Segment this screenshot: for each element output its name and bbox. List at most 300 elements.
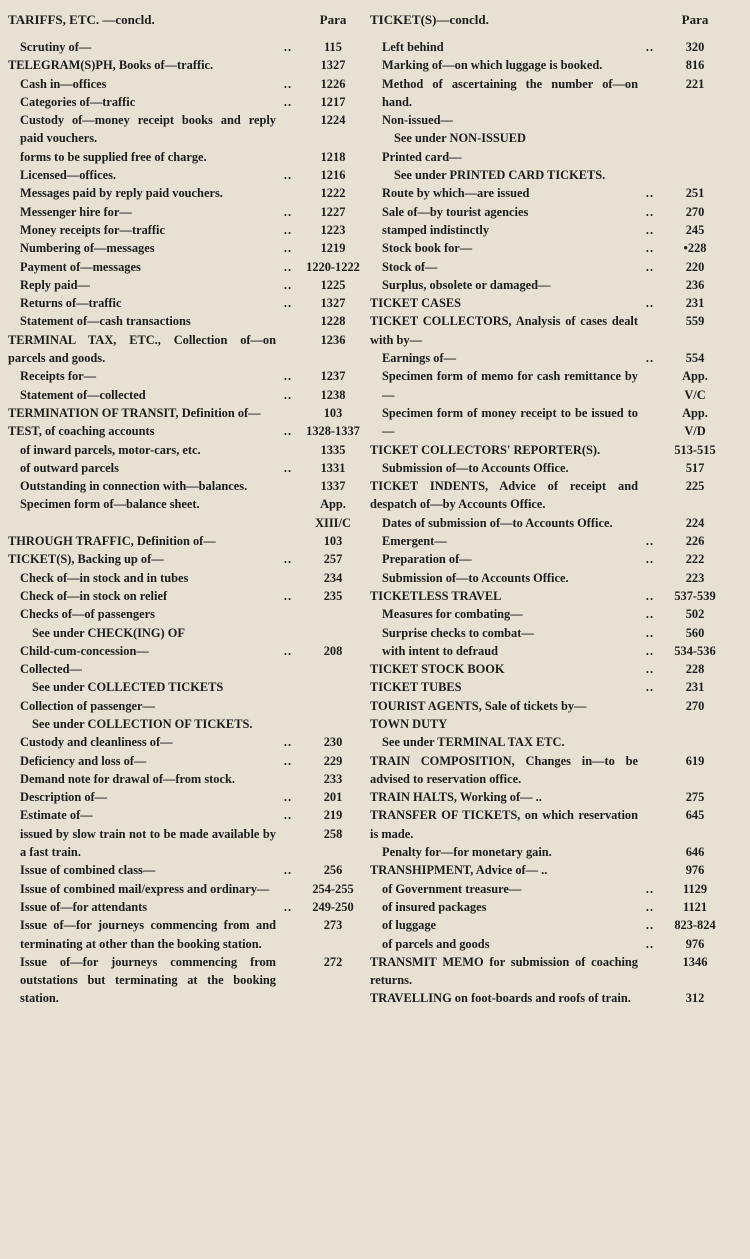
index-entry: [370, 441, 728, 459]
index-entry: [8, 111, 366, 148]
entry-text: Money receipts for—traffic: [20, 222, 165, 237]
index-entry: [370, 532, 728, 550]
entry-text: TICKET COLLECTORS, Analysis of cases dealt with by—: [370, 314, 638, 347]
entry-text: Stock of—: [382, 259, 438, 274]
running-head: TARIFFS, ETC. —concld.: [8, 12, 155, 27]
index-entry: [8, 605, 366, 623]
index-entry: [370, 111, 728, 129]
index-entry: [8, 276, 366, 294]
para-number-line: 225: [685, 479, 705, 494]
para-number-line: 1220-1222: [306, 259, 360, 274]
para-number: [662, 916, 728, 934]
entry-text: Surprise checks to combat—: [382, 625, 534, 640]
index-entry: [8, 239, 366, 257]
index-entry: [370, 514, 728, 532]
index-entry: [8, 75, 366, 93]
index-entry: [370, 989, 728, 1007]
para-number: [300, 56, 366, 74]
para-number-line: 1226: [320, 76, 346, 91]
para-number-line: 236: [685, 277, 705, 292]
para-number-line: 228: [685, 662, 705, 677]
index-entry: [8, 93, 366, 111]
para-number-line: App.: [320, 497, 346, 512]
index-entry: [8, 642, 366, 660]
index-entry: [8, 788, 366, 806]
leader-dots: ..: [283, 369, 293, 384]
para-number-line: 223: [685, 570, 705, 585]
para-number: [662, 349, 728, 367]
para-number: [300, 276, 366, 294]
index-entry: [8, 367, 366, 385]
index-entry: [370, 148, 728, 166]
entry-text: Reply paid—: [20, 277, 90, 292]
para-number: [300, 258, 366, 276]
para-number-line: 1129: [682, 881, 708, 896]
para-number-line: 201: [323, 790, 343, 805]
entry-text: See under NON-ISSUED: [394, 131, 526, 146]
index-entry: [8, 916, 366, 953]
index-entry: [370, 642, 728, 660]
para-number: [300, 203, 366, 221]
para-number: [662, 367, 728, 404]
para-number: [662, 715, 728, 733]
para-number-line: 619: [685, 753, 705, 768]
leader-dots: ..: [645, 936, 655, 951]
para-number: [662, 642, 728, 660]
para-number: [662, 788, 728, 806]
para-number: [300, 715, 366, 733]
index-entry: [8, 825, 366, 862]
entry-text: Demand note for drawal of—from stock.: [20, 771, 235, 786]
entry-text: Check of—in stock on relief: [20, 588, 168, 603]
para-number-line: 1238: [320, 387, 346, 402]
entry-text: of insured packages: [382, 899, 487, 914]
leader-dots: ..: [283, 808, 293, 823]
para-number: [300, 294, 366, 312]
index-entry: [370, 38, 728, 56]
para-number: [662, 38, 728, 56]
para-number-line: 645: [685, 808, 705, 823]
index-entry: [8, 880, 366, 898]
index-entry: [8, 258, 366, 276]
para-number-line: 208: [323, 643, 343, 658]
entry-text: TRANSHIPMENT, Advice of— ..: [370, 863, 548, 878]
index-entry: [8, 294, 366, 312]
index-entry: [8, 861, 366, 879]
index-entry: [370, 898, 728, 916]
leader-dots: ..: [645, 643, 655, 658]
index-entry: [370, 880, 728, 898]
para-number: [300, 38, 366, 56]
para-number: [662, 550, 728, 568]
index-entry: [8, 770, 366, 788]
index-entry: [8, 331, 366, 368]
entry-text: forms to be supplied free of charge.: [20, 149, 207, 164]
entry-text: TRAVELLING on foot-boards and roofs of train.: [370, 991, 631, 1006]
para-number-line: 1224: [320, 113, 346, 128]
index-entry: [8, 495, 366, 532]
leader-dots: ..: [283, 76, 293, 91]
index-entry: [370, 935, 728, 953]
entry-text: Cash in—offices: [20, 76, 107, 91]
para-number-line: 560: [685, 625, 705, 640]
para-number-line: 249-250: [312, 899, 354, 914]
para-number-line: 231: [685, 680, 705, 695]
entry-text: of outward parcels: [20, 460, 119, 475]
para-number-line: 517: [685, 460, 705, 475]
index-entry: [8, 404, 366, 422]
entry-text: Submission of—to Accounts Office.: [382, 460, 569, 475]
entry-text: TICKET STOCK BOOK: [370, 662, 505, 677]
index-entry: [370, 166, 728, 184]
para-number: [662, 806, 728, 843]
para-number-line: 1337: [320, 479, 346, 494]
index-entry: [8, 184, 366, 202]
index-entry: [370, 605, 728, 623]
leader-dots: ..: [645, 552, 655, 567]
index-entry: [8, 477, 366, 495]
para-number-line: 1222: [320, 186, 346, 201]
para-number: [662, 843, 728, 861]
index-entry: [8, 715, 366, 733]
para-number-line: 1327: [320, 58, 346, 73]
para-number: [300, 331, 366, 368]
para-number-line: 229: [323, 753, 343, 768]
para-number-line: 273: [323, 918, 343, 933]
para-number: [662, 404, 728, 441]
index-entry: [370, 843, 728, 861]
leader-dots: ..: [283, 424, 293, 439]
entry-text: Specimen form of—balance sheet.: [20, 497, 200, 512]
para-number: [300, 367, 366, 385]
para-number: [300, 642, 366, 660]
para-number-line: 256: [323, 863, 343, 878]
para-number: [300, 605, 366, 623]
para-number: [300, 239, 366, 257]
para-heading: Para: [681, 12, 709, 27]
index-column-right: [370, 12, 728, 1008]
para-number-line: 1328-1337: [306, 424, 360, 439]
para-number: [300, 587, 366, 605]
para-number-line: 1223: [320, 222, 346, 237]
para-number: [662, 953, 728, 990]
entry-text: Measures for combating—: [382, 607, 523, 622]
index-entry: [8, 752, 366, 770]
leader-dots: ..: [645, 296, 655, 311]
para-number-line: 1225: [320, 277, 346, 292]
entry-text: Statement of—collected: [20, 387, 146, 402]
index-entry: [8, 678, 366, 696]
entry-text: Payment of—messages: [20, 259, 141, 274]
index-entry: [370, 477, 728, 514]
leader-dots: ..: [645, 918, 655, 933]
para-number-line: 103: [323, 534, 343, 549]
entry-text: Submission of—to Accounts Office.: [382, 570, 569, 585]
para-number-line: 537-539: [674, 588, 716, 603]
entry-text: Preparation of—: [382, 552, 472, 567]
index-entry: [370, 660, 728, 678]
index-column-left: [8, 12, 366, 1008]
para-number-line: 1217: [320, 94, 346, 109]
para-number: [300, 532, 366, 550]
index-entry: [370, 806, 728, 843]
entry-text: of inward parcels, motor-cars, etc.: [20, 442, 201, 457]
para-number: [300, 697, 366, 715]
leader-dots: ..: [283, 735, 293, 750]
leader-dots: ..: [645, 625, 655, 640]
para-number-line: 513-515: [674, 442, 716, 457]
index-entry: [370, 258, 728, 276]
para-number-line: •228: [683, 241, 707, 256]
para-number-line: 559: [685, 314, 705, 329]
para-number: [662, 569, 728, 587]
entry-text: Issue of—for attendants: [20, 899, 148, 914]
entry-text: Earnings of—: [382, 351, 457, 366]
entry-text: Collection of passenger—: [20, 698, 155, 713]
leader-dots: ..: [283, 753, 293, 768]
index-entry: [8, 569, 366, 587]
index-entry: [370, 184, 728, 202]
entry-text: See under TERMINAL TAX ETC.: [382, 735, 565, 750]
leader-dots: ..: [283, 387, 293, 402]
leader-dots: ..: [645, 662, 655, 677]
index-entry: [370, 569, 728, 587]
para-number-line: 1216: [320, 168, 346, 183]
index-entry: [370, 367, 728, 404]
entry-text: Receipts for—: [20, 369, 97, 384]
index-entry: [8, 459, 366, 477]
entry-text: Check of—in stock and in tubes: [20, 570, 189, 585]
para-number-line: 502: [685, 607, 705, 622]
para-number: [300, 770, 366, 788]
para-number: [300, 752, 366, 770]
index-entry: [370, 312, 728, 349]
para-number: [300, 861, 366, 879]
para-number: [300, 477, 366, 495]
para-number: [662, 111, 728, 129]
para-number-line: 220: [685, 259, 705, 274]
index-entry: [8, 898, 366, 916]
para-number-line: 257: [323, 552, 343, 567]
para-number: [662, 587, 728, 605]
leader-dots: ..: [283, 899, 293, 914]
para-number: [300, 221, 366, 239]
entry-text: TERMINAL TAX, ETC., Collection of—on parcels and goods.: [8, 332, 276, 366]
index-entry: [370, 587, 728, 605]
entry-text: Sale of—by tourist agencies: [382, 204, 529, 219]
column-header: [8, 12, 366, 38]
leader-dots: ..: [283, 222, 293, 237]
para-number-line: 221: [685, 76, 705, 91]
leader-dots: ..: [645, 204, 655, 219]
para-number-line: App.: [682, 369, 708, 384]
index-entry: [8, 166, 366, 184]
para-number-line: App.: [682, 405, 708, 420]
entry-text: Issue of combined mail/express and ordinary—: [20, 881, 270, 896]
leader-dots: ..: [283, 460, 293, 475]
para-number: [662, 752, 728, 789]
para-number: [662, 989, 728, 1007]
para-number-line: 254-255: [312, 881, 354, 896]
index-entry: [370, 129, 728, 147]
leader-dots: ..: [283, 643, 293, 658]
index-entry: [370, 75, 728, 112]
para-number: [662, 733, 728, 751]
index-entry: [8, 441, 366, 459]
leader-dots: ..: [283, 40, 293, 54]
para-number: [662, 258, 728, 276]
para-number-line: 1236: [320, 332, 346, 347]
leader-dots: ..: [645, 899, 655, 914]
leader-dots: ..: [645, 222, 655, 237]
para-number: [300, 953, 366, 1008]
para-number: [662, 148, 728, 166]
entry-text: Categories of—traffic: [20, 94, 136, 109]
column-header: [370, 12, 728, 38]
leader-dots: ..: [283, 241, 293, 256]
para-number: [300, 916, 366, 953]
para-number-line: 1335: [320, 442, 346, 457]
para-number: [300, 312, 366, 330]
para-number: [300, 184, 366, 202]
para-number: [662, 239, 728, 257]
entry-text: TOWN DUTY: [370, 716, 448, 731]
para-number-line: 226: [685, 534, 705, 549]
para-number: [662, 184, 728, 202]
para-number: [300, 404, 366, 422]
entry-text: Penalty for—for monetary gain.: [382, 845, 552, 860]
entry-text: Child-cum-concession—: [20, 643, 149, 658]
leader-dots: ..: [283, 588, 293, 603]
index-entry: [8, 953, 366, 1008]
para-number: [300, 880, 366, 898]
entry-text: TELEGRAM(S)PH, Books of—traffic.: [8, 58, 214, 73]
index-entry: [8, 56, 366, 74]
index-entry: [370, 733, 728, 751]
leader-dots: ..: [283, 168, 293, 183]
para-number: [300, 660, 366, 678]
leader-dots: ..: [283, 94, 293, 109]
para-number-line: 646: [685, 845, 705, 860]
para-number: [662, 898, 728, 916]
para-number: [662, 56, 728, 74]
entry-text: TEST, of coaching accounts: [8, 424, 155, 439]
para-number-line: 1327: [320, 296, 346, 311]
para-number: [300, 624, 366, 642]
leader-dots: ..: [645, 534, 655, 549]
para-number-line: 816: [685, 58, 705, 73]
index-entry: [370, 459, 728, 477]
para-number-line: 1227: [320, 204, 346, 219]
index-entry: [8, 806, 366, 824]
entry-text: of parcels and goods: [382, 936, 490, 951]
index-entry: [370, 861, 728, 879]
index-entry: [370, 203, 728, 221]
entry-text: Returns of—traffic: [20, 296, 122, 311]
entry-text: See under COLLECTION OF TICKETS.: [32, 716, 253, 731]
index-entry: [370, 56, 728, 74]
para-number-line: 275: [685, 790, 705, 805]
entry-text: TOURIST AGENTS, Sale of tickets by—: [370, 698, 587, 713]
para-number-line: 1237: [320, 369, 346, 384]
entry-text: TICKETLESS TRAVEL: [370, 588, 502, 603]
para-number-line: 233: [323, 771, 343, 786]
para-number: [662, 678, 728, 696]
index-entry: [370, 916, 728, 934]
index-entry: [370, 624, 728, 642]
para-number: [300, 569, 366, 587]
para-number: [300, 93, 366, 111]
para-number: [300, 441, 366, 459]
index-entry: [8, 422, 366, 440]
entry-text: with intent to defraud: [382, 643, 498, 658]
index-entry: [370, 715, 728, 733]
leader-dots: ..: [283, 204, 293, 219]
para-number-line: 823-824: [674, 918, 716, 933]
para-number: [662, 276, 728, 294]
index-entry: [370, 239, 728, 257]
entry-text: Statement of—cash transactions: [20, 314, 191, 329]
para-number-line: 115: [324, 40, 342, 54]
para-number: [300, 806, 366, 824]
index-entry: [8, 550, 366, 568]
entry-text: Specimen form of money receipt to be issued to—: [382, 405, 638, 439]
para-number: [300, 898, 366, 916]
entry-text: TRANSMIT MEMO for submission of coaching returns.: [370, 954, 638, 988]
para-number-line: 1121: [682, 899, 708, 914]
para-number: [662, 294, 728, 312]
leader-dots: ..: [645, 186, 655, 201]
entry-text: Left behind: [382, 40, 444, 54]
entry-text: stamped indistinctly: [382, 222, 490, 237]
para-number: [662, 166, 728, 184]
para-number: [300, 495, 366, 532]
entry-text: issued by slow train not to be made available by a fast train.: [20, 826, 276, 860]
entry-text: Outstanding in connection with—balances.: [20, 479, 248, 494]
index-entry: [370, 550, 728, 568]
index-entries: [370, 38, 728, 1008]
entry-text: Issue of—for journeys commencing from outstations but terminating at the booking station.: [20, 954, 276, 1006]
index-entry: [370, 276, 728, 294]
leader-dots: ..: [283, 552, 293, 567]
para-number: [300, 166, 366, 184]
para-number: [300, 788, 366, 806]
para-number: [662, 129, 728, 147]
entry-text: TICKET INDENTS, Advice of receipt and despatch of—by Accounts Office.: [370, 479, 638, 512]
para-number: [300, 825, 366, 862]
para-number-line: 222: [685, 552, 705, 567]
para-number-line: 1218: [320, 149, 346, 164]
entry-text: Emergent—: [382, 534, 447, 549]
entry-text: Description of—: [20, 790, 108, 805]
para-number: [662, 861, 728, 879]
index-entry: [8, 148, 366, 166]
para-number: [662, 624, 728, 642]
entry-text: TRANSFER OF TICKETS, on which reservation is made.: [370, 808, 638, 841]
para-number-line: 312: [685, 991, 705, 1006]
para-number: [300, 678, 366, 696]
index-entry: [8, 587, 366, 605]
para-number: [300, 459, 366, 477]
para-number-line: 219: [323, 808, 343, 823]
leader-dots: ..: [645, 607, 655, 622]
leader-dots: ..: [645, 259, 655, 274]
para-number: [662, 514, 728, 532]
entry-text: TICKET(S), Backing up of—: [8, 552, 164, 567]
para-number: [662, 477, 728, 514]
entry-text: TICKET COLLECTORS' REPORTER(S).: [370, 442, 601, 457]
entry-text: Numbering of—messages: [20, 241, 155, 256]
